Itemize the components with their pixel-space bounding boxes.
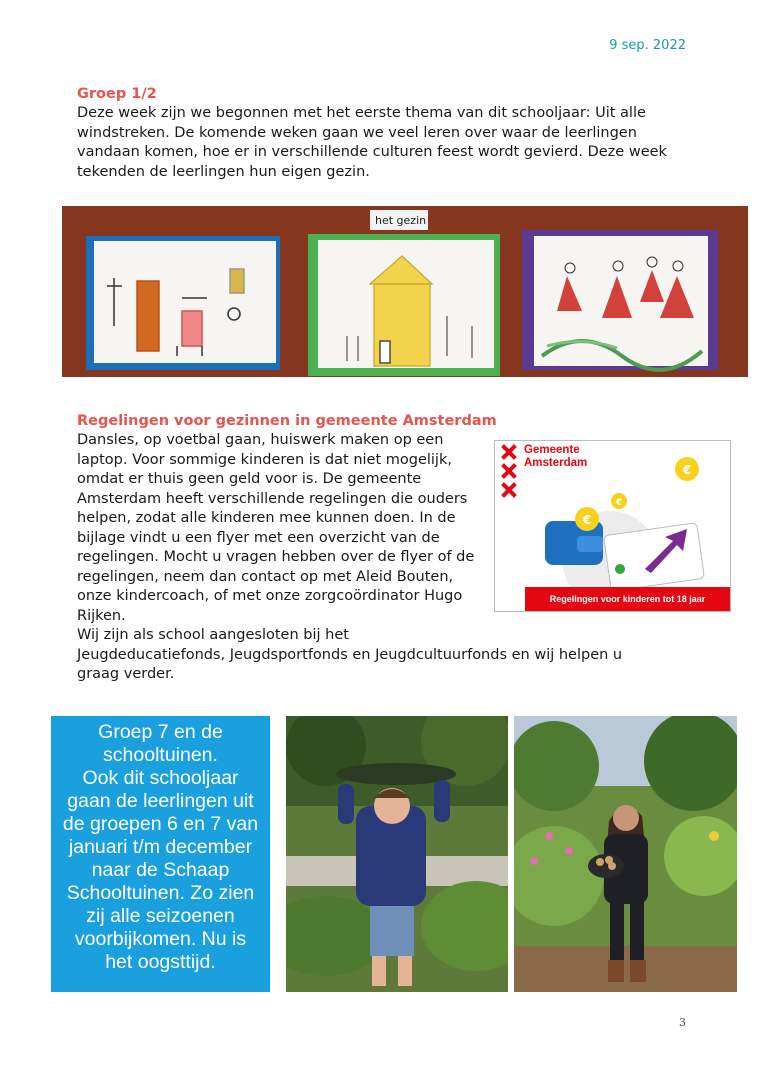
text-line: tekenden de leerlingen hun eigen gezin. [77,163,370,180]
text-line: regelingen. Mocht u vragen hebben over de flyer of de [77,549,475,565]
flyer-brand-line2: Amsterdam [524,457,588,469]
text-line: het oogsttijd. [105,951,216,973]
section-text-groep-1-2 [77,104,667,182]
text-line: windstreken. De komende weken gaan we veel leren over waar de leerlingen [77,124,637,141]
text-line: graag verder. [77,666,175,682]
board-label-text: het gezin [375,214,427,227]
drawings-board-photo [62,206,748,377]
flyer-banner: Regelingen voor kinderen tot 18 jaar [525,587,730,611]
text-line: Amsterdam heeft verschillende regelingen die ouders [77,490,468,507]
garden-photo-boy-zucchini [286,716,508,992]
amsterdam-crosses-icon [504,447,514,495]
flyer-brand [524,444,587,470]
section-heading-groep-1-2: Groep 1/2 [77,86,157,102]
date: 9 sep. 2022 [609,38,686,53]
text-line: vandaan komen, hoe er in verschillende culturen feest wordt gevierd. Deze week [77,144,667,160]
text-line: Wij zijn als school aangesloten bij het [77,627,349,643]
page-number: 3 [679,1016,686,1029]
garden-photo-girl-potatoes [514,716,737,992]
euro-coin-icon: € [582,513,592,527]
text-line: Deze week zijn we begonnen met het eerste thema van dit schooljaar: Uit alle [77,105,646,121]
text-line: helpen, zodat alle kinderen mee kunnen doen. In de [77,510,456,526]
text-line: schooltuinen. [103,744,218,766]
amsterdam-flyer [494,440,731,612]
flyer-brand-line1: Gemeente [524,444,580,456]
text-line: Dansles, op voetbal gaan, huiswerk maken op een [77,432,444,448]
text-line: Groep 7 en de [98,721,223,743]
section-heading-regelingen: Regelingen voor gezinnen in gemeente Amsterdam [77,413,497,429]
text-line: Rijken. [77,607,126,624]
text-line: regelingen, neem dan contact op met Aleid Bouten, [77,568,454,585]
text-line: laptop. Voor sommige kinderen is dat niet mogelijk, [77,451,452,468]
text-line: gaan de leerlingen uit [67,790,254,812]
text-line: Schooltuinen. Zo zien [66,882,255,904]
text-line: de groepen 6 en 7 van [62,813,259,835]
text-line: bijlage vindt u een flyer met een overzicht van de [77,529,440,546]
text-line: Ook dit schooljaar [82,767,239,789]
euro-coin-icon: € [615,498,623,508]
text-line: voorbijkomen. Nu is [74,928,247,950]
text-line: Jeugdeducatiefonds, Jeugdsportfonds en Jeugdcultuurfonds en wij helpen u [77,646,623,663]
text-line: omdat er thuis geen geld voor is. De gemeente [77,471,422,487]
euro-coin-icon: € [682,463,692,477]
text-line: naar de Schaap [91,859,230,881]
schooltuinen-text-box [51,716,270,992]
text-line: onze kindercoach, of met onze zorgcoördinator Hugo [77,588,463,604]
text-line: januari t/m december [68,836,253,858]
text-line: zij alle seizoenen [86,905,235,927]
